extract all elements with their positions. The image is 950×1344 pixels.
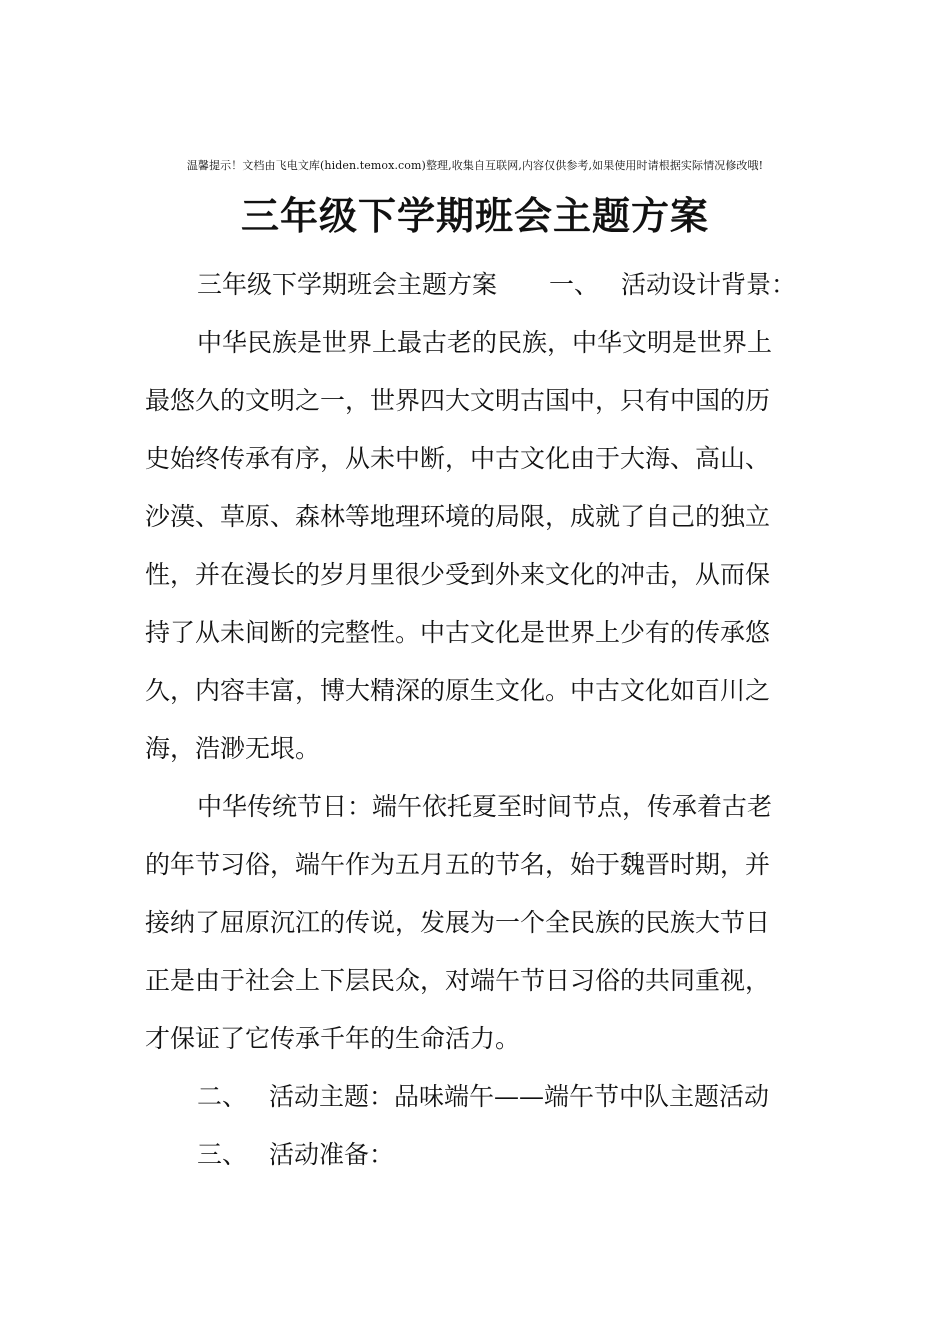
section-2-number: 二、 [197,1082,248,1111]
paragraph-line: 中华传统节日：端午依托夏至时间节点，传承着古老 [197,792,773,821]
section-1-label: 活动设计背景： [621,270,797,299]
paragraph-line: 海，浩渺无垠。 [145,734,321,763]
paragraph-line: 史始终传承有序，从未中断，中古文化由于大海、高山、 [145,444,771,473]
paragraph-line: 的年节习俗，端午作为五月五的节名，始于魏晋时期，并 [145,850,771,879]
paragraph-line: 才保证了它传承千年的生命活力。 [145,1024,521,1053]
document-title: 三年级下学期班会主题方案 [240,193,709,238]
section-2-heading [145,1068,810,1126]
section-3-heading [145,1126,810,1184]
paragraph-line: 性，并在漫长的岁月里很少受到外来文化的冲击，从而保 [145,560,771,589]
section-3-number: 三、 [197,1140,248,1169]
paragraph-line: 沙漠、草原、森林等地理环境的局限，成就了自己的独立 [145,502,771,531]
paragraph-line: 中华民族是世界上最古老的民族，中华文明是世界上 [197,328,773,357]
intro-lead-text: 三年级下学期班会主题方案 [197,270,498,299]
section-3-text: 活动准备： [269,1140,395,1169]
paragraph-line: 最悠久的文明之一，世界四大文明古国中，只有中国的历 [145,386,771,415]
section-1-number: 一、 [549,270,600,299]
paragraph-line: 正是由于社会上下层民众，对端午节日习俗的共同重视， [145,966,771,995]
paragraph-line: 持了从未间断的完整性。中古文化是世界上少有的传承悠 [145,618,771,647]
paragraph-line: 接纳了屈原沉江的传说，发展为一个全民族的民族大节日 [145,908,771,937]
download-notice: 温馨提示！文档由飞电文库(hiden.temox.com)整理,收集自互联网,内容仅供参考,如果使用时请根据实际情况修改哦! [186,159,764,172]
document-body [145,256,810,1184]
paragraph-line: 久，内容丰富，博大精深的原生文化。中古文化如百川之 [145,676,771,705]
section-2-text: 活动主题：品味端午——端午节中队主题活动 [269,1082,770,1111]
paragraph-festival [145,778,810,1068]
intro-line [145,256,810,314]
paragraph-background [145,314,810,778]
